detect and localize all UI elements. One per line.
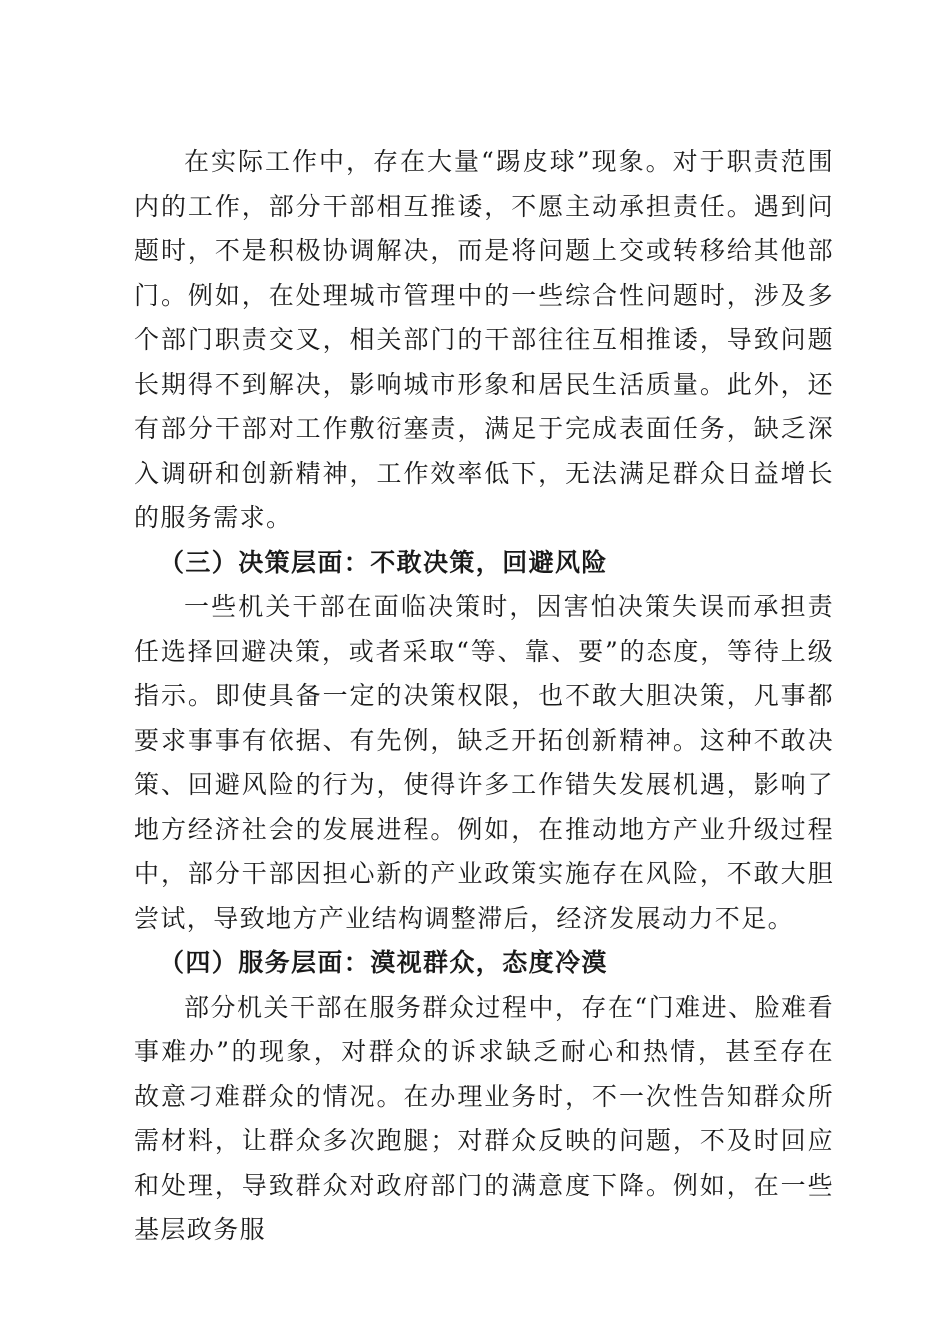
document-body xyxy=(134,140,834,1253)
paragraph-decision-avoidance: 一些机关干部在面临决策时，因害怕决策失误而承担责任选择回避决策，或者采取“等、靠、要”的态度，等待上级指示。即使具备一定的决策权限，也不敢大胆决策，凡事都要求事事有依据、有先例，缺乏开拓创新精神。这种不敢决策、回避风险的行为，使得许多工作错失发展机遇，影响了地方经济社会的发展进程。例如，在推动地方产业升级过程中，部分干部因担心新的产业政策实施存在风险，不敢大胆尝试，导致地方产业结构调整滞后，经济发展动力不足。 xyxy=(134,592,834,933)
section-heading-service: （四）服务层面：漠视群众，态度冷漠 xyxy=(159,948,608,977)
paragraph-buck-passing: 在实际工作中，存在大量“踢皮球”现象。对于职责范围内的工作，部分干部相互推诿，不愿主动承担责任。遇到问题时，不是积极协调解决，而是将问题上交或转移给其他部门。例如，在处理城市管理中的一些综合性问题时，涉及多个部门职责交叉，相关部门的干部往往互相推诿，导致问题长期得不到解决，影响城市形象和居民生活质量。此外，还有部分干部对工作敷衍塞责，满足于完成表面任务，缺乏深入调研和创新精神，工作效率低下，无法满足群众日益增长的服务需求。 xyxy=(134,147,834,532)
paragraph-service-attitude: 部分机关干部在服务群众过程中，存在“门难进、脸难看事难办”的现象，对群众的诉求缺乏耐心和热情，甚至存在故意刁难群众的情况。在办理业务时，不一次性告知群众所需材料，让群众多次跑腿；对群众反映的问题，不及时回应和处理，导致群众对政府部门的满意度下降。例如，在一些基层政务服 xyxy=(134,992,834,1244)
section-heading-decision: （三）决策层面：不敢决策，回避风险 xyxy=(159,547,608,577)
